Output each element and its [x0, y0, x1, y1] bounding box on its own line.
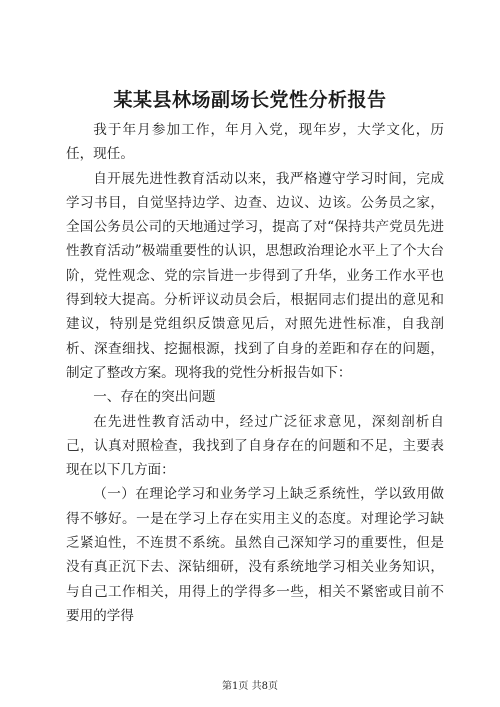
document-title: 某某县林场副场长党性分析报告: [113, 89, 387, 111]
paragraph-problems: 在先进性教育活动中，经过广泛征求意见，深刻剖析自己，认真对照检查，我找到了自身存在的问题和不足，主要表现在以下几方面：: [66, 413, 444, 479]
paragraph-point-one: （一）在理论学习和业务学习上缺乏系统性，学以致用做得不够好。一是在学习上存在实用主义的态度。对理论学习缺乏紧迫性，不连贯不系统。虽然自己深知学习的重要性，但是没有真正沉下去、深钻细研，没有系统地学习相关业务知识，与自己工作相关，用得上的学得多一些，相关不紧密或目前不要用的学得: [66, 486, 444, 624]
document-body: [66, 118, 444, 628]
page-footer: 第1页 共8页: [222, 681, 278, 692]
paragraph-study: 自开展先进性教育活动以来，我严格遵守学习时间，完成学习书目，自觉坚持边学、边查、边议、边该。公务员之家，全国公务员公司的天地通过学习，提高了对“保持共产党员先进性教育活动”极端重要性的认识，思想政治理论水平上了个大台阶，党性观念、党的宗旨进一步得到了升华，业务工作水平也得到较大提高。分析评议动员会后，根据同志们提出的意见和建议，特别是党组织反馈意见后，对照先进性标准，自我剖析、深查细找、挖掘根源，找到了自身的差距和存在的问题，制定了整改方案。现将我的党性分析报告如下：: [66, 170, 444, 381]
paragraph-intro: 我于年月参加工作，年月入党，现年岁，大学文化，历任，现任。: [66, 122, 444, 163]
section-heading: 一、存在的突出问题: [93, 389, 216, 406]
